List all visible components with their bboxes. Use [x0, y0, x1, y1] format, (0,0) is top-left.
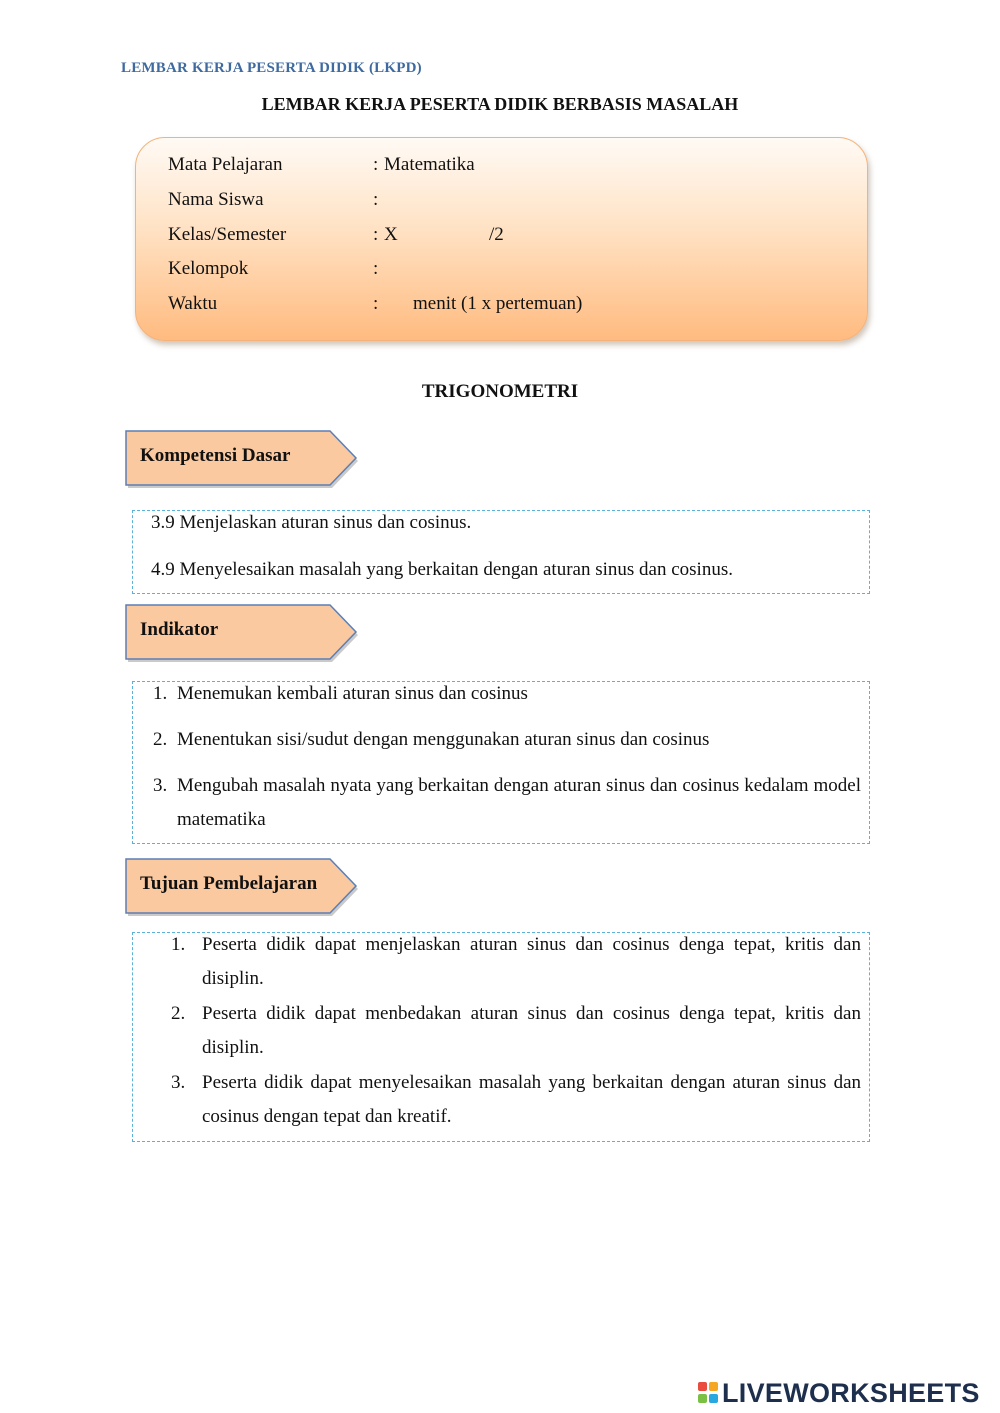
list-text: Peserta didik dapat menjelaskan aturan sinus dan cosinus denga tepat, kritis dan disiplin. — [202, 934, 861, 989]
liveworksheets-logo-text: LIVEWORKSHEETS — [722, 1377, 980, 1408]
list-number: 1. — [171, 934, 186, 955]
list-text: Menentukan sisi/sudut dengan menggunakan aturan sinus dan cosinus — [177, 729, 710, 750]
tujuan-pembelajaran-box — [132, 932, 870, 1142]
list-number: 1. — [153, 683, 168, 704]
tujuan-pembelajaran-tag — [125, 858, 357, 914]
nama-siswa-colon: : — [373, 189, 379, 210]
list-text: Peserta didik dapat menbedakan aturan sinus dan cosinus denga tepat, kritis dan disiplin. — [202, 1003, 861, 1058]
kompetensi-dasar-tag — [125, 430, 357, 486]
waktu-value: menit (1 x pertemuan) — [413, 293, 583, 314]
semester-value: /2 — [489, 224, 504, 245]
indikator-heading: Indikator — [140, 619, 219, 640]
liveworksheets-logo[interactable] — [697, 1378, 980, 1408]
kompetensi-dasar-box — [132, 510, 870, 594]
mata-pelajaran-value: Matematika — [384, 154, 475, 175]
list-number: 3. — [153, 775, 168, 796]
list-number: 2. — [153, 729, 168, 750]
tujuan-pembelajaran-heading: Tujuan Pembelajaran — [140, 873, 318, 894]
nama-siswa-label: Nama Siswa — [168, 189, 264, 210]
student-info-box — [135, 137, 868, 341]
kelompok-label: Kelompok — [168, 258, 249, 279]
kompetensi-dasar-heading: Kompetensi Dasar — [140, 445, 291, 466]
waktu-colon: : — [373, 293, 379, 314]
liveworksheets-logo-icon — [697, 1380, 719, 1406]
document-title: LEMBAR KERJA PESERTA DIDIK BERBASIS MASALAH — [261, 94, 739, 114]
list-text: Menemukan kembali aturan sinus dan cosinus — [177, 683, 528, 704]
topic-title: TRIGONOMETRI — [421, 381, 579, 402]
mata-pelajaran-colon: : — [373, 154, 379, 175]
kd-item: 3.9 Menjelaskan aturan sinus dan cosinus. — [151, 512, 472, 533]
indikator-tag — [125, 604, 357, 660]
kelas-value: X — [384, 224, 398, 245]
mata-pelajaran-label: Mata Pelajaran — [168, 154, 283, 175]
kelompok-colon: : — [373, 258, 379, 279]
kd-item: 4.9 Menyelesaikan masalah yang berkaitan dengan aturan sinus dan cosinus. — [151, 559, 733, 580]
waktu-label: Waktu — [168, 293, 218, 314]
list-number: 3. — [171, 1072, 186, 1093]
kelas-semester-label: Kelas/Semester — [168, 224, 287, 245]
kelas-semester-colon: : — [373, 224, 379, 245]
list-number: 2. — [171, 1003, 186, 1024]
list-text: Peserta didik dapat menyelesaikan masalah yang berkaitan dengan aturan sinus dan cosinus dengan tepat dan kreatif. — [202, 1072, 861, 1127]
indikator-box — [132, 681, 870, 844]
document-subtitle: LEMBAR KERJA PESERTA DIDIK (LKPD) — [121, 60, 422, 76]
list-text: Mengubah masalah nyata yang berkaitan dengan aturan sinus dan cosinus kedalam model matematika — [177, 775, 861, 830]
